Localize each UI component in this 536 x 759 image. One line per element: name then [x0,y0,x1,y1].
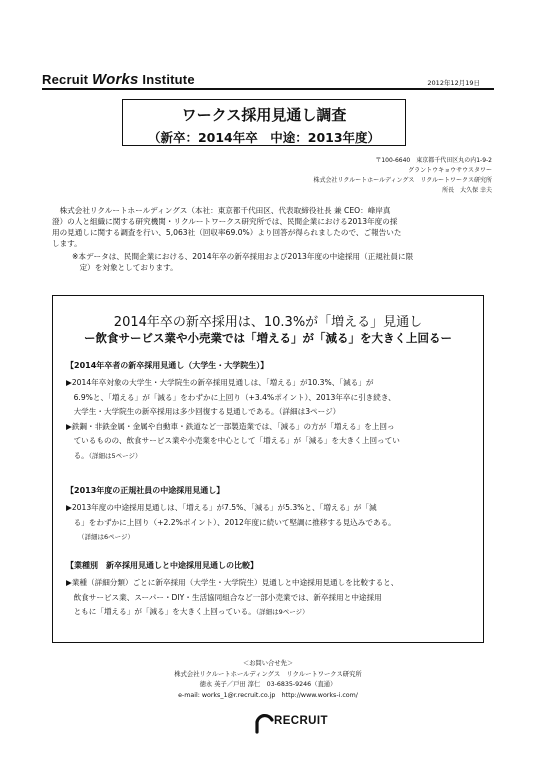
contact-org: 株式会社リクルートホールディングス リクルートワークス研究所 [174,670,362,678]
section1-line-text: る。 [66,450,89,460]
section2-body [66,501,476,545]
section2-line: ▶2013年度の中途採用見通しは、「増える」が7.5%、「減る」が5.3%と、「増える」が「減 [66,503,377,512]
contact-names: 徳永 英子／戸田 淳仁 03-6835-9246（直通） [199,681,337,688]
recruit-mark-icon [254,712,274,734]
intro-line: 澄）の人と組織に関する研究機関・リクルートワークス研究所では、民間企業における2013年度の採 [52,217,398,226]
section3-heading: 【業種別 新卒採用見通しと中途採用見通しの比較】 [66,561,258,570]
section2-detail-ref: （詳細は6ページ） [78,533,135,541]
section3-line-text: ともに「増える」が「減る」を大きく上回っている。 [66,607,256,616]
logo-text-recruit: Recruit [42,72,93,87]
intro-line: 用の見通しに関する調査を行い、5,063社（回収率69.0%）より回答が得られましたので、ご報告いた [52,228,402,237]
intro-line: します。 [52,239,82,248]
address-line: グラントウキョウサウスタワー [408,167,492,174]
section1-detail-ref: （詳細は5ページ） [88,451,142,460]
section3-line: 飲食サービス業、スーパー・DIY・生活協同組合など一部小売業では、新卒採用と中途採用 [66,592,382,602]
header-divider [42,88,494,90]
page-subtitle: （新卒：2014年卒 中途：2013年度） [147,130,381,145]
logo-recruit-works-institute [42,71,195,88]
page-title: ワークス採用見通し調査 [181,106,347,124]
contact-title: ＜お問い合せ先＞ [242,660,294,667]
section1-line: ▶2014年卒対象の大学生・大学院生の新卒採用見通しは、「増える」が10.3%、「減る」が [66,378,374,387]
section3-detail-ref: （詳細は9ページ） [255,608,309,616]
section3-body [66,576,476,620]
contact-block [0,659,536,701]
section1-line [66,449,476,464]
section1-line: 大学生・大学院生の新卒採用は多少回復する見通しである。（詳細は3ページ） [66,407,341,416]
release-date: 2012年12月19日 [427,79,480,87]
section2-line: る」をわずかに上回り（+2.2%ポイント）、2012年度に続いて堅調に推移する見込みである。 [66,517,396,527]
recruit-wordmark: RECRUIT [274,715,328,727]
intro-line: 株式会社リクルートホールディングス（本社：東京都千代田区、代表取締役社長 兼 CEO：峰岸真 [52,206,391,215]
summary-headline: 2014年卒の新卒採用は、10.3%が「増える」見通し [113,315,423,330]
section3-line: ▶業種（詳細分類）ごとに新卒採用（大学生・大学院生）見通しと中途採用見通しを比較すると、 [66,578,399,587]
contact-email-web: e-mail: works_1@r.recruit.co.jp http://www.works-i.com/ [178,691,358,699]
address-line: 所長 大久保 幸夫 [442,187,492,194]
address-block [313,156,492,196]
address-line: 〒100-6640 東京都千代田区丸の内1-9-2 [375,157,492,164]
address-line: 株式会社リクルートホールディングス リクルートワークス研究所 [313,177,492,184]
note-paragraph [72,251,482,273]
title-box [122,99,406,146]
intro-paragraph [52,205,487,249]
section1-heading: 【2014年卒者の新卒採用見通し（大学生・大学院生）】 [66,361,269,370]
note-line: 定）を対象としております。 [72,263,178,272]
note-line: ※本データは、民間企業における、2014年卒の新卒採用および2013年度の中途採用（正規社員に限 [72,252,414,261]
section2-heading: 【2013年度の正規社員の中途採用見通し】 [66,486,225,495]
section1-body [66,376,476,463]
section3-line [66,605,476,620]
section1-line: ているものの、飲食サービス業や小売業を中心として「増える」が「減る」を大きく上回ってい [66,436,400,445]
recruit-logo [254,712,374,736]
logo-text-works: Works [92,71,139,88]
section1-line: ▶鉄鋼・非鉄金属・金属や自動車・鉄道など一部製造業では、「減る」の方が「増える」を上回っ [66,421,395,431]
summary-subheadline: ー飲食サービス業や小売業では「増える」が「減る」を大きく上回るー [84,331,452,345]
logo-text-institute: Institute [138,72,195,87]
section1-line: 6.9%と、「増える」が「減る」をわずかに上回り（+3.4%ポイント）、2013年卒に引き続き、 [66,392,396,402]
